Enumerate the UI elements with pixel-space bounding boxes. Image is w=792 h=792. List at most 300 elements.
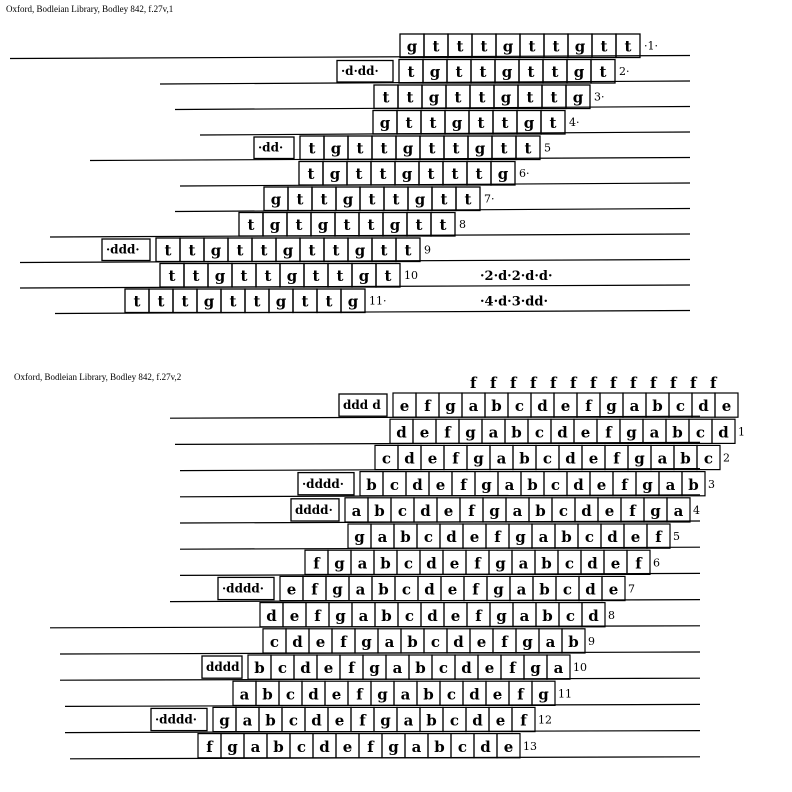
cell-letter: b [378, 580, 389, 599]
cell-letter: g [515, 528, 526, 547]
cell-letter: b [366, 475, 377, 494]
cell-letter: t [312, 267, 320, 285]
top-letter: f [670, 374, 677, 392]
cell-letter: t [343, 216, 351, 234]
prefix-text: ·dddd· [155, 712, 197, 727]
cell-letter: a [665, 475, 676, 494]
cell-letter: b [265, 711, 276, 730]
top-letter: f [610, 374, 617, 392]
cell-letter: a [403, 711, 414, 730]
cell-letter: b [374, 502, 385, 520]
cell-letter: d [565, 449, 576, 468]
cell-letter: a [512, 502, 523, 520]
cell-letter: t [500, 139, 508, 158]
row-number: 3 [708, 477, 715, 491]
cell-letter: e [476, 633, 487, 651]
cell-letter: g [369, 659, 380, 678]
prefix-text: ·ddd· [106, 242, 140, 257]
cell-letter: g [330, 139, 342, 158]
row-number: 1 [738, 425, 745, 439]
cell-letter: t [301, 292, 309, 311]
cell-letter: e [419, 423, 430, 442]
cell-letter: f [348, 659, 355, 678]
cell-letter: g [493, 580, 504, 599]
cell-letter: t [382, 88, 390, 107]
cell-letter: t [428, 139, 436, 158]
cell-letter: g [502, 37, 514, 56]
cell-letter: f [475, 606, 482, 625]
cell-letter: d [300, 659, 311, 678]
cell-letter: e [721, 397, 732, 416]
cell-letter: t [367, 216, 375, 234]
cell-letter: e [469, 528, 480, 547]
cell-letter: c [438, 659, 449, 678]
cell-letter: g [481, 475, 492, 494]
cell-letter: d [292, 633, 303, 651]
row-number: 11 [558, 687, 572, 701]
cell-letter: g [317, 216, 329, 234]
cell-letter: b [527, 475, 538, 494]
prefix-text: ·dd· [258, 140, 284, 155]
cell-letter: e [427, 449, 438, 468]
cell-letter: c [695, 423, 706, 442]
cell-letter: g [214, 267, 226, 285]
cell-letter: a [242, 711, 253, 730]
cell-letter: g [574, 37, 586, 56]
cell-letter: g [380, 711, 391, 730]
cell-letter: f [472, 580, 479, 599]
cell-letter: f [468, 502, 475, 520]
cell-letter: b [400, 528, 411, 547]
top-letter: f [470, 374, 477, 392]
cell-letter: g [388, 737, 399, 756]
row-number: 3· [594, 90, 605, 104]
cell-letter: a [519, 606, 530, 625]
cell-letter: e [342, 737, 353, 756]
prefix-text: ·dddd· [302, 476, 344, 491]
cell-letter: d [557, 423, 568, 442]
cell-letter: c [564, 554, 575, 573]
cell-letter: b [423, 685, 434, 704]
cell-letter: c [558, 502, 569, 520]
row-number: 5 [673, 530, 680, 544]
cell-letter: d [453, 633, 464, 651]
cell-letter: g [523, 114, 535, 132]
cell-letter: g [219, 711, 230, 730]
cell-letter: g [522, 633, 533, 651]
cell-letter: f [367, 737, 374, 756]
cell-letter: f [359, 711, 366, 730]
cell-letter: f [474, 554, 481, 573]
cell-letter: t [464, 190, 472, 209]
cell-letter: g [358, 267, 370, 285]
cell-letter: t [133, 292, 141, 311]
cell-letter: t [192, 267, 200, 285]
cell-letter: g [429, 63, 441, 81]
row-number: 13 [523, 739, 537, 753]
cell-letter: c [381, 449, 392, 468]
cell-letter: t [308, 241, 316, 260]
cell-letter: d [581, 502, 592, 520]
cell-letter: g [496, 606, 507, 625]
cell-letter: b [273, 737, 284, 756]
cell-letter: t [549, 114, 557, 132]
top-letter: f [630, 374, 637, 392]
cell-letter: t [384, 267, 392, 285]
cell-letter: t [320, 190, 328, 209]
cell-letter: b [561, 528, 572, 547]
cell-letter: b [535, 502, 546, 520]
cell-letter: b [434, 737, 445, 756]
cell-letter: e [447, 580, 458, 599]
cell-letter: a [351, 502, 362, 520]
cell-letter: g [501, 63, 513, 81]
cell-letter: t [456, 37, 464, 56]
cell-letter: f [629, 502, 636, 520]
cell-letter: b [262, 685, 273, 704]
cell-letter: d [588, 606, 599, 625]
cell-letter: b [415, 659, 426, 678]
top-letter: f [530, 374, 537, 392]
top-letter: f [510, 374, 517, 392]
cell-letter: f [621, 475, 628, 494]
top-letter: f [650, 374, 657, 392]
cell-letter: t [406, 88, 414, 107]
cell-letter: e [484, 659, 495, 678]
cell-letter: f [424, 397, 431, 416]
cell-letter: a [358, 606, 369, 625]
cell-letter: c [288, 711, 299, 730]
cell-letter: g [379, 114, 391, 132]
cell-letter: t [325, 292, 333, 311]
cell-letter: c [423, 528, 434, 547]
cell-letter: c [430, 633, 441, 651]
row-number: 8 [608, 608, 615, 622]
cell-letter: c [703, 449, 714, 468]
cell-letter: a [377, 528, 388, 547]
cell-letter: e [560, 397, 571, 416]
cell-letter: a [673, 502, 684, 520]
cell-letter: g [401, 165, 413, 183]
cell-letter: a [504, 475, 515, 494]
cell-letter: g [465, 423, 476, 442]
cell-letter: a [384, 633, 395, 651]
cell-letter: t [440, 190, 448, 209]
cell-letter: e [289, 606, 300, 625]
cell-letter: t [477, 114, 485, 132]
cell-letter: f [356, 685, 363, 704]
cell-letter: a [553, 659, 564, 678]
cell-letter: t [527, 63, 535, 81]
cell-letter: a [538, 528, 549, 547]
cell-letter: g [473, 449, 484, 468]
cell-letter: t [451, 165, 459, 183]
cell-letter: c [675, 397, 686, 416]
cell-letter: d [480, 737, 491, 756]
cell-letter: g [606, 397, 617, 416]
cell-letter: d [420, 502, 431, 520]
cell-letter: g [286, 267, 298, 285]
cell-letter: d [427, 606, 438, 625]
row-number: 10 [404, 269, 418, 282]
cell-letter: a [516, 580, 527, 599]
cell-letter: d [537, 397, 548, 416]
cell-letter: e [610, 554, 621, 573]
cell-letter: b [426, 711, 437, 730]
cell-letter: c [542, 449, 553, 468]
cell-letter: g [489, 502, 500, 520]
cell-letter: g [445, 397, 456, 416]
cell-letter: d [446, 528, 457, 547]
cell-letter: t [307, 165, 315, 183]
cell-letter: t [295, 216, 303, 234]
cell-letter: e [604, 502, 615, 520]
cell-letter: c [514, 397, 525, 416]
cell-letter: b [511, 423, 522, 442]
cell-letter: g [474, 139, 486, 158]
cell-letter: f [340, 633, 347, 651]
cell-letter: g [530, 659, 541, 678]
cell-letter: g [329, 165, 341, 183]
cell-letter: f [585, 397, 592, 416]
top-letter: f [590, 374, 597, 392]
row-number: 2 [723, 451, 730, 465]
cell-letter: d [319, 737, 330, 756]
cell-letter: f [509, 659, 516, 678]
cell-letter: d [396, 423, 407, 442]
cell-letter: d [404, 449, 415, 468]
cell-letter: c [446, 685, 457, 704]
top-letter: f [570, 374, 577, 392]
cell-letter: g [361, 633, 372, 651]
cell-letter: g [650, 502, 661, 520]
cell-letter: g [269, 216, 281, 234]
cell-letter: e [435, 475, 446, 494]
cell-letter: t [624, 37, 632, 56]
cell-letter: g [626, 423, 637, 442]
cell-letter: g [402, 139, 414, 158]
cell-letter: b [541, 554, 552, 573]
cell-letter: t [355, 165, 363, 183]
cell-letter: g [451, 114, 463, 132]
cell-letter: e [492, 685, 503, 704]
prefix-text: dddd· [295, 503, 333, 517]
cell-letter: a [649, 423, 660, 442]
figure-2-caption: Oxford, Bodleian Library, Bodley 842, f.27v,2 [14, 372, 182, 382]
cell-letter: c [550, 475, 561, 494]
cell-letter: g [414, 190, 426, 209]
row-number: 6· [519, 167, 530, 180]
prefix-text: dddd [206, 660, 240, 675]
cell-letter: g [347, 292, 359, 311]
cell-letter: t [157, 292, 165, 311]
cell-letter: d [698, 397, 709, 416]
cell-letter: e [449, 554, 460, 573]
cell-letter: e [503, 737, 514, 756]
top-letter: f [690, 374, 697, 392]
cell-letter: t [600, 37, 608, 56]
cell-letter: t [356, 139, 364, 158]
cell-letter: b [407, 633, 418, 651]
cell-letter: g [227, 737, 238, 756]
cell-letter: g [642, 475, 653, 494]
cell-letter: a [629, 397, 640, 416]
cell-letter: c [584, 528, 595, 547]
row-number: ·1· [644, 39, 658, 53]
row-note: ·2·d·2·d·d· [480, 269, 553, 284]
cell-letter: d [266, 606, 277, 625]
top-letter: f [710, 374, 717, 392]
cell-letter: c [285, 685, 296, 704]
cell-letter: a [518, 554, 529, 573]
cell-letter: b [688, 475, 699, 494]
cell-letter: t [264, 267, 272, 285]
cell-letter: g [377, 685, 388, 704]
top-letter: f [550, 374, 557, 392]
cell-letter: g [335, 606, 346, 625]
cell-letter: c [534, 423, 545, 442]
cell-letter: a [545, 633, 556, 651]
cell-letter: g [389, 216, 401, 234]
cell-letter: a [411, 737, 422, 756]
cell-letter: g [573, 63, 585, 81]
cell-letter: b [672, 423, 683, 442]
cell-letter: c [269, 633, 280, 651]
cell-letter: d [718, 423, 729, 442]
cell-letter: f [501, 633, 508, 651]
cell-letter: a [496, 449, 507, 468]
cell-letter: g [406, 37, 418, 56]
cell-letter: g [572, 88, 584, 107]
cell-letter: t [478, 88, 486, 107]
cell-letter: g [210, 241, 222, 260]
cell-letter: b [381, 606, 392, 625]
cell-letter: t [379, 165, 387, 183]
cell-letter: t [236, 241, 244, 260]
cell-letter: t [240, 267, 248, 285]
row-number: 2· [619, 65, 630, 78]
cell-letter: t [455, 63, 463, 81]
cell-letter: g [634, 449, 645, 468]
cell-letter: f [444, 423, 451, 442]
cell-letter: e [334, 711, 345, 730]
cell-letter: d [469, 685, 480, 704]
cell-letter: b [254, 659, 265, 678]
cell-letter: e [495, 711, 506, 730]
cell-letter: t [528, 37, 536, 56]
cell-letter: e [588, 449, 599, 468]
cell-letter: t [405, 114, 413, 132]
cell-letter: g [500, 88, 512, 107]
cell-letter: t [308, 139, 316, 158]
cell-letter: a [357, 554, 368, 573]
cell-letter: a [392, 659, 403, 678]
row-number: 7· [484, 192, 495, 206]
cell-letter: b [680, 449, 691, 468]
cell-letter: t [253, 292, 261, 311]
cell-letter: a [488, 423, 499, 442]
cell-letter: d [607, 528, 618, 547]
top-letter: f [490, 374, 497, 392]
cell-letter: g [203, 292, 215, 311]
cell-letter: g [270, 190, 282, 209]
cell-letter: e [323, 659, 334, 678]
cell-letter: f [311, 580, 318, 599]
cell-letter: b [652, 397, 663, 416]
row-number: 5 [544, 141, 551, 155]
cell-letter: d [308, 685, 319, 704]
cell-letter: t [526, 88, 534, 107]
cell-letter: b [491, 397, 502, 416]
cell-letter: e [286, 580, 297, 599]
cell-letter: a [657, 449, 668, 468]
cell-letter: t [429, 114, 437, 132]
cell-letter: c [401, 580, 412, 599]
row-number: 12 [538, 713, 552, 727]
cell-letter: g [332, 580, 343, 599]
cell-letter: f [452, 449, 459, 468]
cell-letter: f [635, 554, 642, 573]
cell-letter: t [181, 292, 189, 311]
row-number: 7 [628, 582, 635, 596]
cell-letter: c [296, 737, 307, 756]
cell-letter: e [630, 528, 641, 547]
cell-letter: g [428, 88, 440, 107]
cell-letter: e [315, 633, 326, 651]
cell-letter: f [517, 685, 524, 704]
cell-letter: d [461, 659, 472, 678]
cell-letter: t [480, 37, 488, 56]
cell-letter: e [608, 580, 619, 599]
cell-letter: g [354, 241, 366, 260]
prefix-text: ·dddd· [222, 581, 264, 596]
cell-letter: d [424, 580, 435, 599]
cell-letter: f [605, 423, 612, 442]
cell-letter: t [332, 241, 340, 260]
row-number: 9 [588, 635, 595, 648]
cell-letter: t [479, 63, 487, 81]
cell-letter: t [404, 241, 412, 260]
row-number: 9 [424, 243, 431, 257]
cell-letter: b [519, 449, 530, 468]
cell-letter: d [587, 554, 598, 573]
cell-letter: t [501, 114, 509, 132]
cell-letter: e [443, 502, 454, 520]
cell-letter: t [188, 241, 196, 260]
cell-letter: t [439, 216, 447, 234]
cell-letter: c [389, 475, 400, 494]
cell-letter: c [565, 606, 576, 625]
cell-letter: t [427, 165, 435, 183]
cell-letter: c [277, 659, 288, 678]
cell-letter: t [380, 139, 388, 158]
cell-letter: a [239, 685, 250, 704]
cell-letter: t [380, 241, 388, 260]
cell-letter: t [415, 216, 423, 234]
cell-letter: f [613, 449, 620, 468]
cell-letter: t [336, 267, 344, 285]
cell-letter: f [313, 554, 320, 573]
cell-letter: t [599, 63, 607, 81]
cell-letter: f [460, 475, 467, 494]
figure-1-caption: Oxford, Bodleian Library, Bodley 842, f.27v,1 [6, 4, 174, 14]
cell-letter: f [655, 528, 662, 547]
cell-letter: g [497, 165, 509, 183]
row-number: 11· [369, 294, 387, 308]
cell-letter: b [539, 580, 550, 599]
cell-letter: t [552, 37, 560, 56]
cell-letter: t [368, 190, 376, 209]
